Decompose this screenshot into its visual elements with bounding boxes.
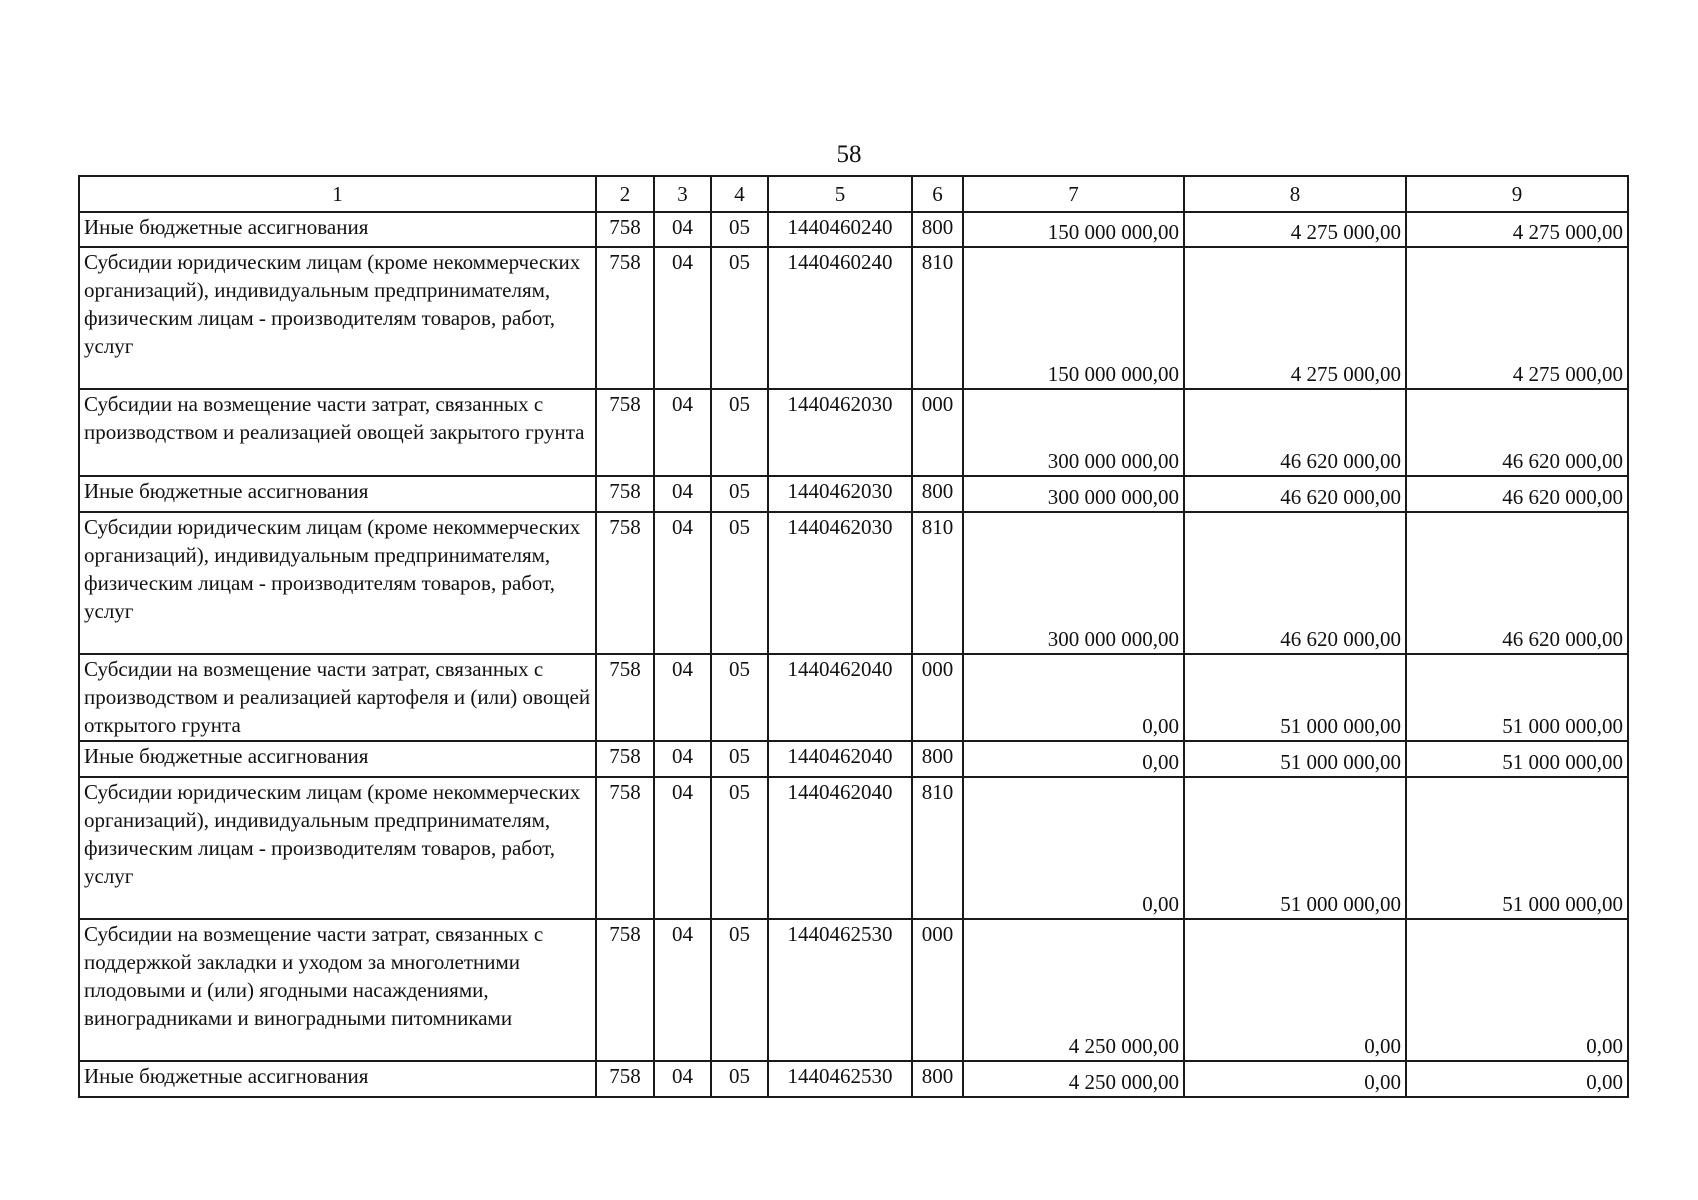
amount-col-7: 300 000 000,00 — [963, 389, 1184, 476]
budget-table — [78, 175, 1629, 1098]
col-4-cell: 05 — [711, 389, 768, 476]
header-cell: 2 — [596, 176, 654, 212]
col-2-cell: 758 — [596, 389, 654, 476]
col-3-cell: 04 — [654, 654, 711, 741]
amount-col-7: 150 000 000,00 — [963, 212, 1184, 247]
header-cell: 3 — [654, 176, 711, 212]
header-cell: 1 — [79, 176, 596, 212]
amount-col-8: 0,00 — [1184, 1061, 1406, 1097]
col-3-cell: 04 — [654, 212, 711, 247]
amount-col-9: 0,00 — [1406, 1061, 1628, 1097]
col-4-cell: 05 — [711, 1061, 768, 1097]
col-2-cell: 758 — [596, 247, 654, 389]
page-number: 58 — [836, 141, 862, 168]
col-2-cell: 758 — [596, 919, 654, 1061]
col-2-cell: 758 — [596, 654, 654, 741]
amount-col-7: 0,00 — [963, 777, 1184, 919]
amount-col-8: 46 620 000,00 — [1184, 389, 1406, 476]
amount-col-8: 4 275 000,00 — [1184, 247, 1406, 389]
amount-col-7: 4 250 000,00 — [963, 1061, 1184, 1097]
row-description: Субсидии на возмещение части затрат, связанных с поддержкой закладки и уходом за многолетними плодовыми и (или) ягодными насаждениями, виноградниками и виноградными питомниками — [79, 919, 596, 1061]
col-2-cell: 758 — [596, 212, 654, 247]
row-description: Субсидии юридическим лицам (кроме некоммерческих организаций), индивидуальным предпринимателям, физическим лицам - производителям товаров, работ, услуг — [79, 777, 596, 919]
col-6-cell: 800 — [912, 1061, 963, 1097]
col-5-cell: 1440462040 — [768, 654, 912, 741]
row-description: Иные бюджетные ассигнования — [79, 1061, 596, 1097]
amount-col-9: 46 620 000,00 — [1406, 512, 1628, 654]
row-description: Субсидии на возмещение части затрат, связанных с производством и реализацией картофеля и (или) овощей открытого грунта — [79, 654, 596, 741]
col-3-cell: 04 — [654, 919, 711, 1061]
header-cell: 6 — [912, 176, 963, 212]
col-4-cell: 05 — [711, 476, 768, 512]
header-cell: 5 — [768, 176, 912, 212]
table-row — [79, 919, 1628, 1061]
amount-col-7: 0,00 — [963, 741, 1184, 777]
amount-col-7: 150 000 000,00 — [963, 247, 1184, 389]
table-row — [79, 512, 1628, 654]
col-4-cell: 05 — [711, 654, 768, 741]
header-cell: 4 — [711, 176, 768, 212]
col-5-cell: 1440462030 — [768, 389, 912, 476]
col-6-cell: 000 — [912, 389, 963, 476]
amount-col-7: 4 250 000,00 — [963, 919, 1184, 1061]
col-6-cell: 800 — [912, 476, 963, 512]
header-cell: 7 — [963, 176, 1184, 212]
table-row — [79, 212, 1628, 247]
col-3-cell: 04 — [654, 1061, 711, 1097]
table-row — [79, 1061, 1628, 1097]
col-3-cell: 04 — [654, 247, 711, 389]
col-4-cell: 05 — [711, 919, 768, 1061]
col-4-cell: 05 — [711, 247, 768, 389]
col-2-cell: 758 — [596, 476, 654, 512]
amount-col-9: 0,00 — [1406, 919, 1628, 1061]
table-row — [79, 741, 1628, 777]
amount-col-8: 51 000 000,00 — [1184, 777, 1406, 919]
table-row — [79, 654, 1628, 741]
col-6-cell: 000 — [912, 919, 963, 1061]
col-5-cell: 1440462040 — [768, 777, 912, 919]
amount-col-8: 46 620 000,00 — [1184, 476, 1406, 512]
col-2-cell: 758 — [596, 512, 654, 654]
amount-col-9: 4 275 000,00 — [1406, 247, 1628, 389]
col-5-cell: 1440460240 — [768, 247, 912, 389]
amount-col-9: 51 000 000,00 — [1406, 741, 1628, 777]
col-5-cell: 1440460240 — [768, 212, 912, 247]
header-row — [79, 176, 1628, 212]
col-5-cell: 1440462530 — [768, 919, 912, 1061]
table-row — [79, 389, 1628, 476]
amount-col-9: 46 620 000,00 — [1406, 476, 1628, 512]
row-description: Иные бюджетные ассигнования — [79, 476, 596, 512]
amount-col-8: 4 275 000,00 — [1184, 212, 1406, 247]
row-description: Субсидии на возмещение части затрат, связанных с производством и реализацией овощей закрытого грунта — [79, 389, 596, 476]
table-row — [79, 247, 1628, 389]
amount-col-8: 51 000 000,00 — [1184, 654, 1406, 741]
col-3-cell: 04 — [654, 741, 711, 777]
amount-col-9: 46 620 000,00 — [1406, 389, 1628, 476]
col-3-cell: 04 — [654, 476, 711, 512]
amount-col-8: 46 620 000,00 — [1184, 512, 1406, 654]
amount-col-7: 0,00 — [963, 654, 1184, 741]
col-4-cell: 05 — [711, 777, 768, 919]
header-cell: 8 — [1184, 176, 1406, 212]
amount-col-9: 51 000 000,00 — [1406, 777, 1628, 919]
header-cell: 9 — [1406, 176, 1628, 212]
col-4-cell: 05 — [711, 212, 768, 247]
table-row — [79, 777, 1628, 919]
col-3-cell: 04 — [654, 389, 711, 476]
amount-col-7: 300 000 000,00 — [963, 512, 1184, 654]
col-2-cell: 758 — [596, 1061, 654, 1097]
col-4-cell: 05 — [711, 512, 768, 654]
col-6-cell: 800 — [912, 212, 963, 247]
amount-col-8: 51 000 000,00 — [1184, 741, 1406, 777]
row-description: Иные бюджетные ассигнования — [79, 741, 596, 777]
col-3-cell: 04 — [654, 777, 711, 919]
col-6-cell: 810 — [912, 777, 963, 919]
col-2-cell: 758 — [596, 741, 654, 777]
col-6-cell: 000 — [912, 654, 963, 741]
col-5-cell: 1440462030 — [768, 512, 912, 654]
col-5-cell: 1440462530 — [768, 1061, 912, 1097]
col-2-cell: 758 — [596, 777, 654, 919]
col-5-cell: 1440462030 — [768, 476, 912, 512]
col-5-cell: 1440462040 — [768, 741, 912, 777]
amount-col-9: 51 000 000,00 — [1406, 654, 1628, 741]
row-description: Субсидии юридическим лицам (кроме некоммерческих организаций), индивидуальным предпринимателям, физическим лицам - производителям товаров, работ, услуг — [79, 247, 596, 389]
table-row — [79, 476, 1628, 512]
col-6-cell: 810 — [912, 247, 963, 389]
row-description: Субсидии юридическим лицам (кроме некоммерческих организаций), индивидуальным предпринимателям, физическим лицам - производителям товаров, работ, услуг — [79, 512, 596, 654]
col-6-cell: 810 — [912, 512, 963, 654]
amount-col-9: 4 275 000,00 — [1406, 212, 1628, 247]
row-description: Иные бюджетные ассигнования — [79, 212, 596, 247]
col-3-cell: 04 — [654, 512, 711, 654]
amount-col-8: 0,00 — [1184, 919, 1406, 1061]
col-4-cell: 05 — [711, 741, 768, 777]
amount-col-7: 300 000 000,00 — [963, 476, 1184, 512]
col-6-cell: 800 — [912, 741, 963, 777]
